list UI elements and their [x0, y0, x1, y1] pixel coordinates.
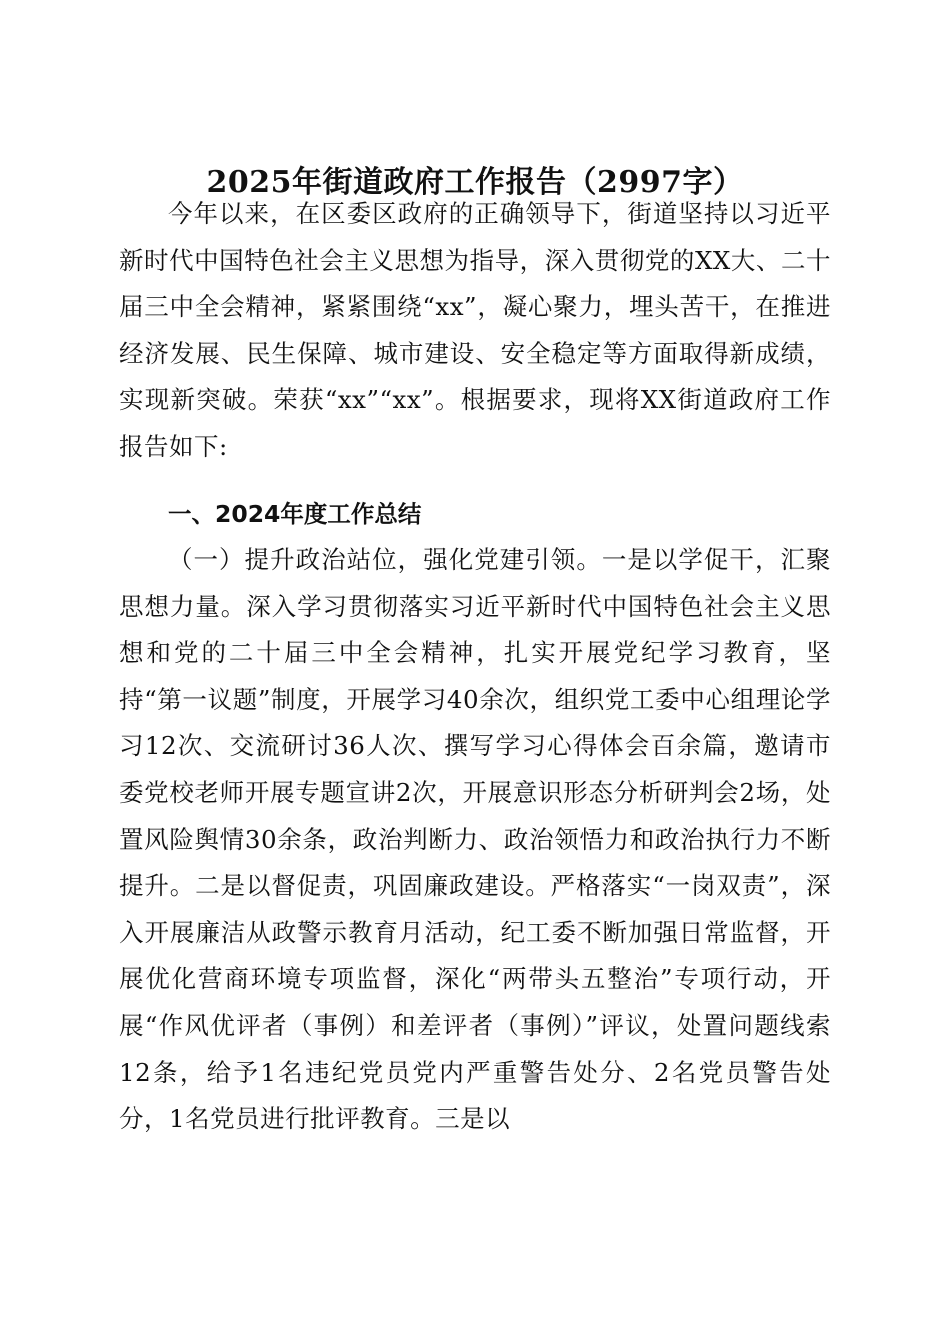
- section-heading: 一、2024年度工作总结: [168, 500, 422, 528]
- section-paragraph: （一）提升政治站位，强化党建引领。一是以学促干，汇聚思想力量。深入学习贯彻落实习近平新时代中国特色社会主义思想和党的二十届三中全会精神，扎实开展党纪学习教育，坚持“第一议题”制度，开展学习40余次，组织党工委中心组理论学习12次、交流研讨36人次、撰写学习心得体会百余篇，邀请市委党校老师开展专题宣讲2次，开展意识形态分析研判会2场，处置风险舆情30余条，政治判断力、政治领悟力和政治执行力不断提升。二是以督促责，巩固廉政建设。严格落实“一岗双责”，深入开展廉洁从政警示教育月活动，纪工委不断加强日常监督，开展优化营商环境专项监督，深化“两带头五整治”专项行动，开展“作风优评者（事例）和差评者（事例）”评议，处置问题线索12条，给予1名违纪党员党内严重警告处分、2名党员警告处分，1名党员进行批评教育。三是以: [119, 545, 831, 1134]
- page-title: 2025年街道政府工作报告（2997字）: [206, 165, 744, 201]
- intro-paragraph: 今年以来，在区委区政府的正确领导下，街道坚持以习近平新时代中国特色社会主义思想为指导，深入贯彻党的XX大、二十届三中全会精神，紧紧围绕“xx”，凝心聚力，埋头苦干，在推进经济发展、民生保障、城市建设、安全稳定等方面取得新成绩，实现新突破。荣获“xx”“xx”。根据要求，现将XX街道政府工作报告如下:: [119, 199, 831, 461]
